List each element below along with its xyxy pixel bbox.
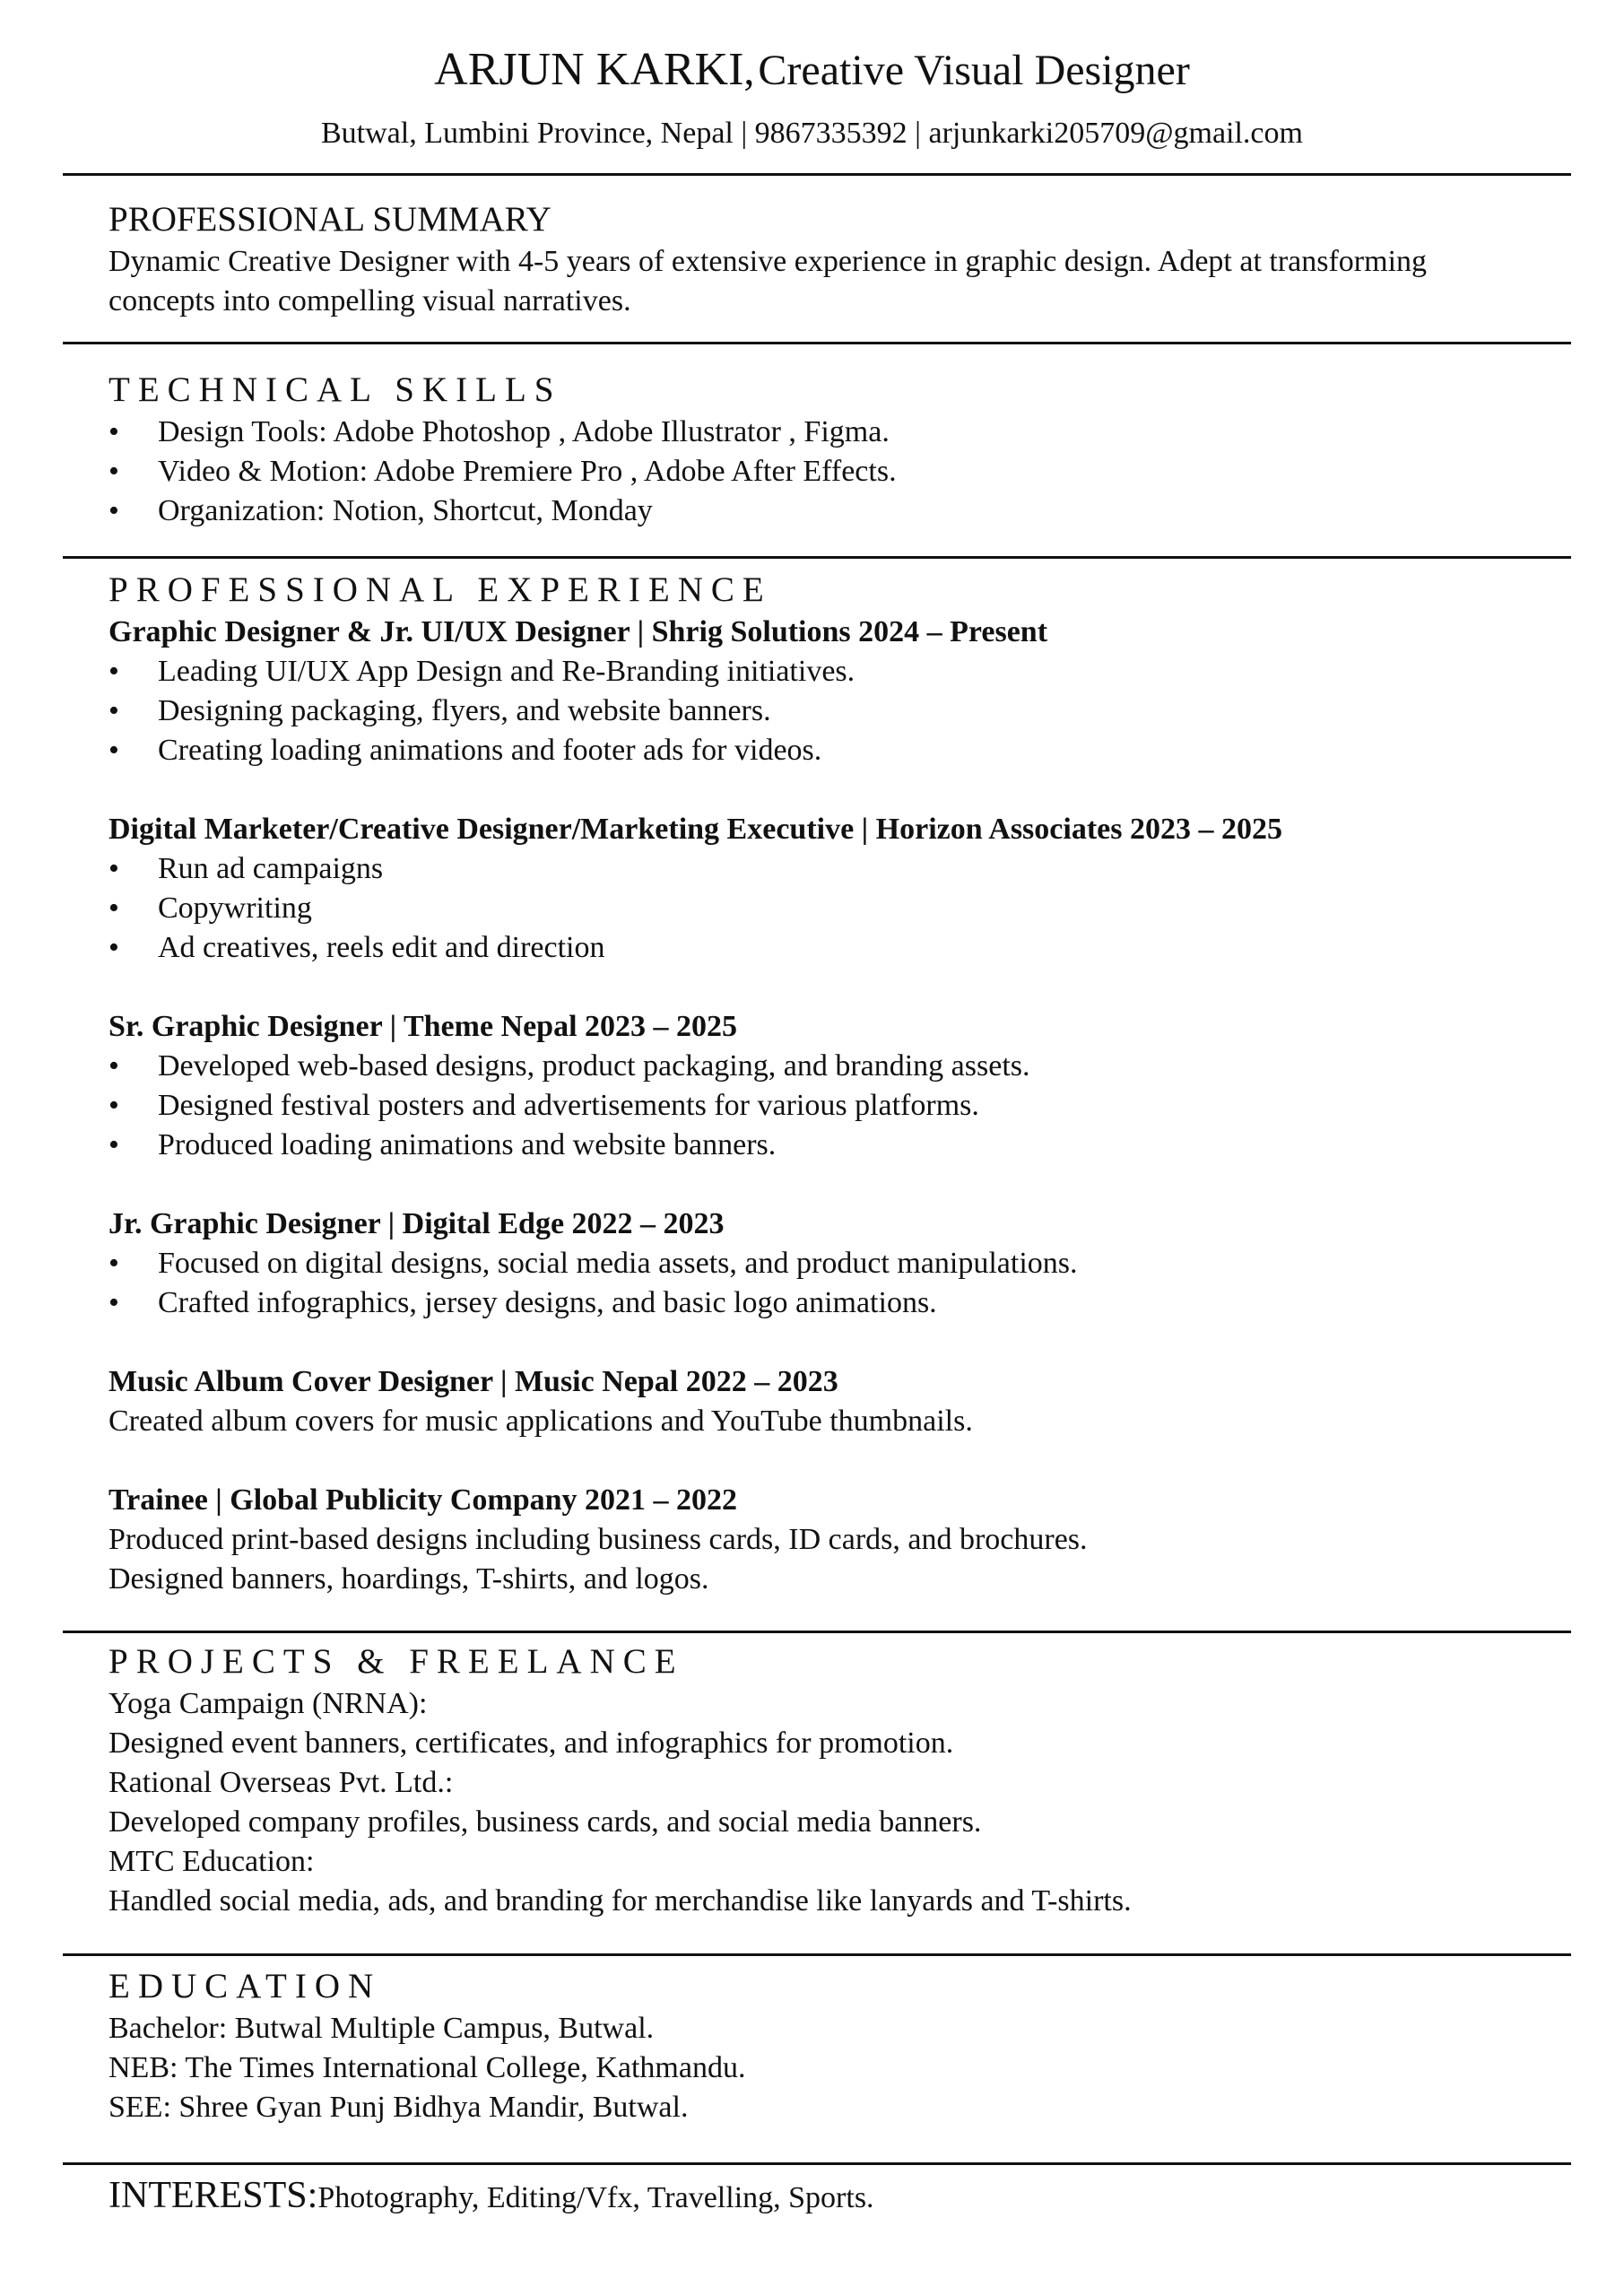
divider: [63, 556, 1571, 559]
project-line: Handled social media, ads, and branding for merchandise like lanyards and T-shirts.: [109, 1884, 1132, 1918]
bullet-icon: •: [109, 1128, 119, 1161]
bullet-icon: •: [109, 415, 119, 448]
job-bullet: • Copywriting: [109, 889, 1543, 928]
job-bullet: • Designing packaging, flyers, and website banners.: [109, 691, 1543, 731]
job-bullet: • Creating loading animations and footer ads for videos.: [109, 731, 1543, 770]
bullet-icon: •: [109, 1049, 119, 1083]
job-title: Sr. Graphic Designer | Theme Nepal 2023 – 2025: [109, 1010, 738, 1043]
job-title: Trainee | Global Publicity Company 2021 – 2022: [109, 1483, 738, 1517]
job-bullet: • Crafted infographics, jersey designs, and basic logo animations.: [109, 1283, 1543, 1323]
skills-section: [109, 368, 1543, 531]
project-line: Yoga Campaign (NRNA):: [109, 1687, 428, 1720]
bullet-icon: •: [109, 694, 119, 727]
job-line: Produced print-based designs including business cards, ID cards, and brochures.: [109, 1523, 1088, 1556]
education-section: [109, 1964, 1543, 2127]
bullet-icon: •: [109, 734, 119, 767]
job-title: Graphic Designer & Jr. UI/UX Designer | Shrig Solutions 2024 – Present: [109, 615, 1048, 648]
job-line: Designed banners, hoardings, T-shirts, and logos.: [109, 1562, 709, 1596]
education-line: SEE: Shree Gyan Punj Bidhya Mandir, Butwal.: [109, 2091, 689, 2124]
experience-section: [109, 568, 1543, 1599]
bullet-icon: •: [109, 1089, 119, 1122]
contact-line: Butwal, Lumbini Province, Nepal | 9867335392 | arjunkarki205709@gmail.com: [321, 117, 1303, 150]
job-bullet: • Focused on digital designs, social media assets, and product manipulations.: [109, 1244, 1543, 1283]
project-line: MTC Education:: [109, 1845, 315, 1878]
education-heading: EDUCATION: [109, 1967, 382, 2005]
project-line: Developed company profiles, business cards, and social media banners.: [109, 1805, 982, 1839]
job-bullet: • Run ad campaigns: [109, 849, 1543, 889]
summary-line: Dynamic Creative Designer with 4-5 years of extensive experience in graphic design. Adept at transforming: [109, 245, 1428, 278]
skills-heading: TECHNICAL SKILLS: [109, 370, 562, 409]
summary-line: concepts into compelling visual narratives.: [109, 284, 631, 317]
divider: [63, 2162, 1571, 2165]
resume-header: [0, 43, 1624, 96]
bullet-icon: •: [109, 1286, 119, 1319]
project-line: Rational Overseas Pvt. Ltd.:: [109, 1766, 454, 1799]
skill-item: • Organization: Notion, Shortcut, Monday: [109, 491, 1543, 531]
job-bullet: • Leading UI/UX App Design and Re-Branding initiatives.: [109, 652, 1543, 691]
projects-heading: PROJECTS & FREELANCE: [109, 1642, 684, 1681]
bullet-icon: •: [109, 852, 119, 885]
interests-section: [109, 2169, 1543, 2225]
bullet-icon: •: [109, 931, 119, 964]
name-separator: ,: [743, 47, 755, 94]
interests-heading: INTERESTS:: [109, 2175, 318, 2216]
divider: [63, 1631, 1571, 1633]
candidate-role: Creative Visual Designer: [758, 47, 1190, 94]
job-bullet: • Ad creatives, reels edit and direction: [109, 928, 1543, 968]
project-line: Designed event banners, certificates, and infographics for promotion.: [109, 1726, 954, 1760]
divider: [63, 1953, 1571, 1956]
bullet-icon: •: [109, 891, 119, 925]
divider: [63, 342, 1571, 344]
job-bullet: • Designed festival posters and advertisements for various platforms.: [109, 1086, 1543, 1126]
skill-item: • Design Tools: Adobe Photoshop , Adobe Illustrator , Figma.: [109, 413, 1543, 452]
job-bullet: • Produced loading animations and website banners.: [109, 1126, 1543, 1165]
job-line: Created album covers for music applications and YouTube thumbnails.: [109, 1405, 973, 1438]
bullet-icon: •: [109, 655, 119, 688]
projects-section: [109, 1639, 1543, 1921]
candidate-name: ARJUN KARKI: [434, 44, 744, 95]
bullet-icon: •: [109, 455, 119, 488]
summary-section: [109, 197, 1543, 321]
interests-line: [109, 2169, 1543, 2225]
skill-item: • Video & Motion: Adobe Premiere Pro , Adobe After Effects.: [109, 452, 1543, 491]
experience-heading: PROFESSIONAL EXPERIENCE: [109, 570, 772, 609]
job-title: Digital Marketer/Creative Designer/Marketing Executive | Horizon Associates 2023 – 2025: [109, 813, 1282, 846]
interests-text: Photography, Editing/Vfx, Travelling, Sports.: [317, 2181, 874, 2214]
job-bullet: • Developed web-based designs, product packaging, and branding assets.: [109, 1047, 1543, 1086]
education-line: Bachelor: Butwal Multiple Campus, Butwal.: [109, 2012, 655, 2045]
bullet-icon: •: [109, 494, 119, 527]
job-title: Jr. Graphic Designer | Digital Edge 2022 – 2023: [109, 1207, 725, 1240]
bullet-icon: •: [109, 1247, 119, 1280]
divider: [63, 173, 1571, 176]
education-line: NEB: The Times International College, Kathmandu.: [109, 2051, 746, 2084]
job-title: Music Album Cover Designer | Music Nepal 2022 – 2023: [109, 1365, 838, 1398]
summary-heading: PROFESSIONAL SUMMARY: [109, 200, 551, 239]
